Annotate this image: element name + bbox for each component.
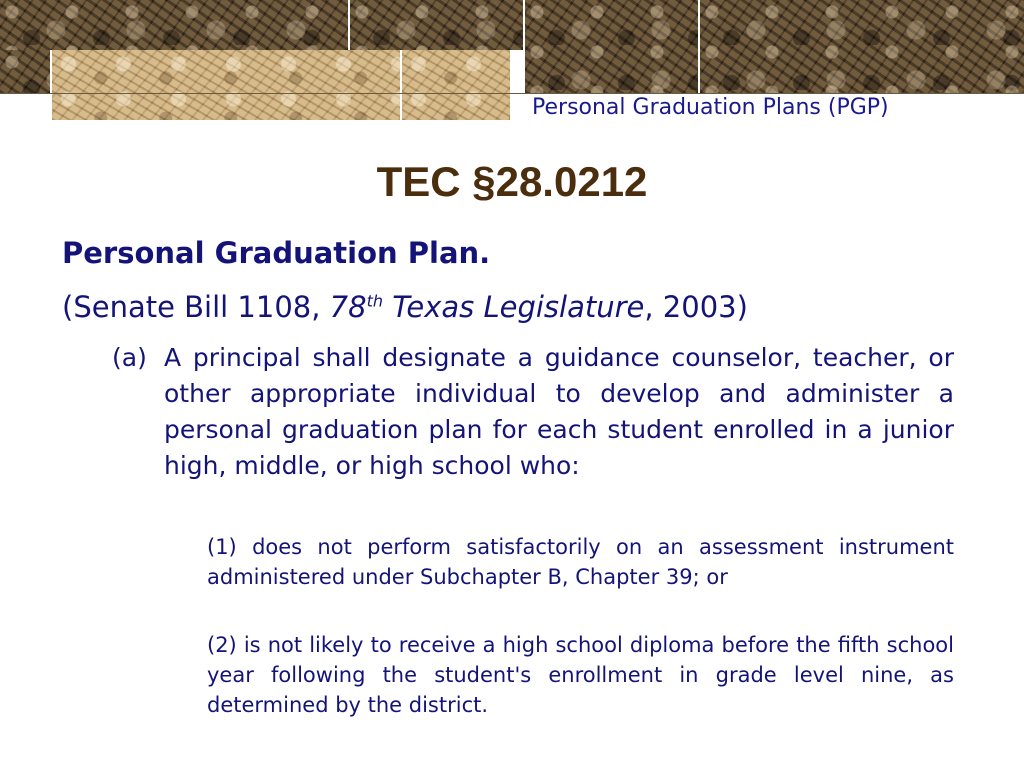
- citation-ordinal-suffix: th: [366, 291, 383, 311]
- header-divider: [0, 93, 1024, 94]
- legislation-citation: [62, 290, 748, 324]
- section-heading: Personal Graduation Plan.: [62, 236, 491, 270]
- citation-suffix: , 2003): [644, 290, 748, 324]
- clause-a-marker: (a): [112, 343, 147, 372]
- citation-prefix: (Senate Bill 1108,: [62, 290, 330, 324]
- header-texture-tile: [700, 0, 1024, 93]
- header-texture-tile: [402, 50, 512, 120]
- subclause-1: (1) does not perform satisfactorily on an assessment instrument administered under Subchapter B, Chapter 39; or: [207, 535, 954, 589]
- citation-legislature-number: 78: [329, 290, 367, 324]
- slide-subtitle: Personal Graduation Plans (PGP): [532, 95, 889, 120]
- header-texture-tile: [0, 0, 350, 50]
- citation-legislature-name: Texas Legislature: [383, 290, 645, 324]
- slide-title: TEC §28.0212: [376, 158, 648, 205]
- subclause-2: (2) is not likely to receive a high school diploma before the fifth school year following the student's enrollment in grade level nine, as determined by the district.: [207, 633, 954, 717]
- header-texture-tile: [0, 50, 52, 93]
- header-texture-tile: [350, 0, 525, 50]
- clause-a-text: A principal shall designate a guidance counselor, teacher, or other appropriate individual to develop and administer a personal graduation plan for each student enrolled in a junior high, middle, or high school who:: [164, 343, 954, 480]
- header-texture-tile: [525, 0, 700, 93]
- header-texture-tile: [52, 50, 402, 120]
- clause-a: [112, 340, 954, 484]
